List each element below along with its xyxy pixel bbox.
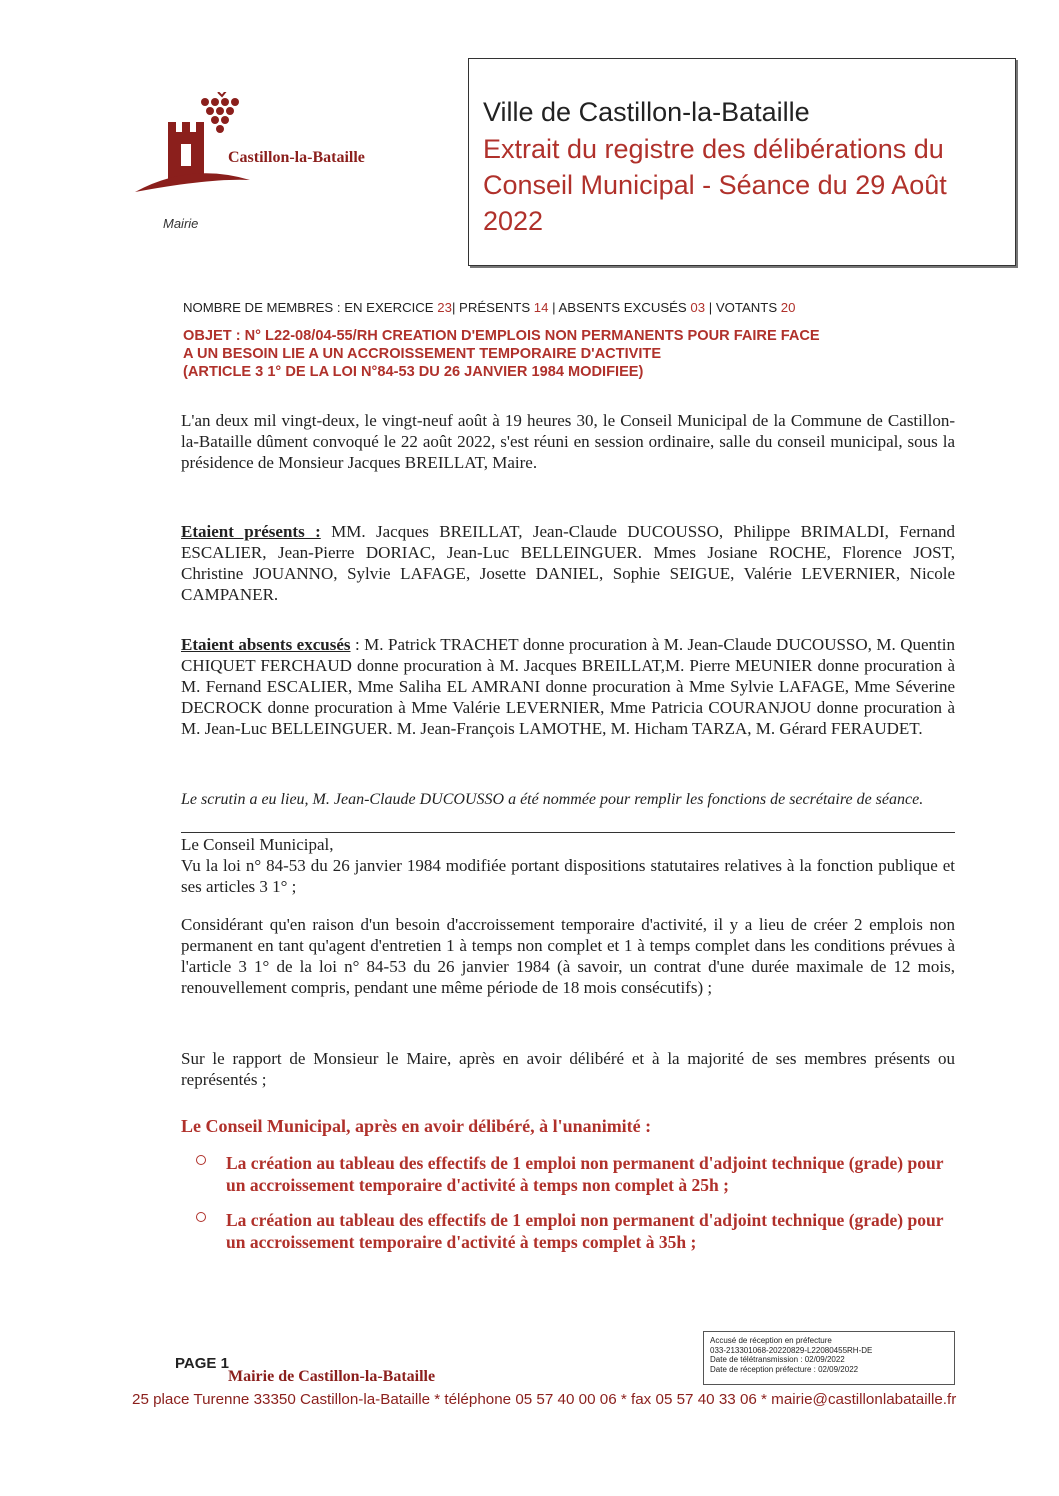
circle-bullet-icon	[196, 1155, 206, 1165]
objet-line-3: (ARTICLE 3 1° DE LA LOI N°84-53 DU 26 JANVIER 1984 MODIFIEE)	[183, 364, 644, 380]
scrutin-paragraph: Le scrutin a eu lieu, M. Jean-Claude DUCOUSSO a été nommée pour remplir les fonctions de secrétaire de séance.	[181, 791, 924, 808]
circle-bullet-icon	[196, 1212, 206, 1222]
decision-heading: Le Conseil Municipal, après en avoir délibéré, à l'unanimité :	[181, 1116, 652, 1136]
stamp-line-1: Accusé de réception en préfecture	[710, 1336, 832, 1345]
title-line-2: Conseil Municipal - Séance du 29 Août	[483, 170, 947, 200]
absents-paragraph	[181, 634, 955, 739]
intro-paragraph: L'an deux mil vingt-deux, le vingt-neuf août à 19 heures 30, le Conseil Municipal de la Commune de Castillon-la-Bataille dûment convoqué le 22 août 2022, s'est réuni en session ordinaire, salle du conseil municipal, sous la présidence de Monsieur Jacques BREILLAT, Maire.	[181, 411, 955, 472]
members-count	[183, 300, 973, 315]
presents-paragraph	[181, 521, 955, 605]
votants-count: 20	[780, 300, 796, 315]
vu-paragraph: Vu la loi n° 84-53 du 26 janvier 1984 modifiée portant dispositions statutaires relatives à la fonction publique et ses articles 3 1° ;	[181, 856, 955, 896]
meta-prefix: NOMBRE DE MEMBRES : EN EXERCICE	[183, 300, 438, 315]
stamp-line-3: Date de télétransmission : 02/09/2022	[710, 1355, 845, 1364]
presents-list-label: Etaient présents :	[181, 522, 321, 541]
absents-list-label: Etaient absents excusés	[181, 635, 351, 654]
absents-list: : M. Patrick TRACHET donne procuration à M. Jean-Claude DUCOUSSO, M. Quentin CHIQUET FERCHAUD donne procuration à M. Jacques BREILLAT,M. Pierre MEUNIER donne procuration à M. Fernand ESCALIER, Mme Saliha EL AMRANI donne procuration à Mme Sylvie LAFAGE, Mme Séverine DECROCK donne procuration à Mme Valérie LEVERNIER, Mme Patricia COURANJOU donne procuration à M. Jean-Luc BELLEINGUER. M. Jean-François LAMOTHE, M. Hicham TARZA, M. Gérard FERAUDET.	[181, 635, 955, 738]
logo	[130, 92, 430, 242]
en-exercice-count: 23	[437, 300, 452, 315]
decision-item-text: La création au tableau des effectifs de 1 emploi non permanent d'adjoint technique (grade) pour un accroissement temporaire d'activité à temps non complet à 25h ;	[226, 1153, 944, 1195]
header-box	[468, 58, 1016, 266]
decision-item	[196, 1152, 956, 1196]
stamp-line-4: Date de réception préfecture : 02/09/2022	[710, 1364, 859, 1374]
title-line-1: Extrait du registre des délibérations du	[483, 134, 944, 164]
decision-item	[196, 1209, 956, 1253]
absents-count: 03	[690, 300, 706, 315]
separator	[181, 832, 955, 833]
conseil-heading: Le Conseil Municipal,	[181, 835, 334, 854]
title-line-3: 2022	[483, 206, 544, 236]
stamp-line-2: 033-213301068-20220829-L22080455RH-DE	[710, 1345, 873, 1355]
objet	[183, 327, 973, 381]
city-name: Ville de Castillon-la-Bataille	[483, 97, 810, 127]
footer-mairie: Mairie de Castillon-la-Bataille	[228, 1368, 436, 1385]
objet-line-1: OBJET : N° L22-08/04-55/RH CREATION D'EMPLOIS NON PERMANENTS POUR FAIRE FACE	[183, 328, 820, 344]
presents-list: MM. Jacques BREILLAT, Jean-Claude DUCOUSSO, Philippe BRIMALDI, Fernand ESCALIER, Jean-Pierre DORIAC, Jean-Luc BELLEINGUER. Mmes Josiane ROCHE, Florence JOST, Christine JOUANNO, Sylvie LAFAGE, Josette DANIEL, Sophie SEIGUE, Valérie LEVERNIER, Nicole CAMPANER.	[181, 522, 955, 604]
page-number: PAGE 1	[175, 1355, 229, 1372]
prefecture-receipt-stamp	[703, 1331, 955, 1385]
footer-address: 25 place Turenne 33350 Castillon-la-Bataille * téléphone 05 57 40 00 06 * fax 05 57 40 33 06 * mairie@castillonlabataille.fr	[132, 1391, 957, 1408]
considerant-paragraph: Considérant qu'en raison d'un besoin d'accroissement temporaire d'activité, il y a lieu de créer 2 emplois non permanent en tant qu'agent d'entretien 1 à temps non complet et 1 à temps complet dans les conditions prévues à l'article 3 1° de la loi n° 84-53 du 26 janvier 1984 (à savoir, un contrat d'une durée maximale de 12 mois, renouvellement compris, pendant une même période de 18 mois consécutifs) ;	[181, 915, 955, 997]
logo-subtitle: Mairie	[163, 216, 199, 231]
rapport-paragraph: Sur le rapport de Monsieur le Maire, après en avoir délibéré et à la majorité de ses membres présents ou représentés ;	[181, 1049, 955, 1089]
objet-line-2: A UN BESOIN LIE A UN ACCROISSEMENT TEMPORAIRE D'ACTIVITE	[183, 346, 662, 362]
presents-count: 14	[533, 300, 549, 315]
votants-label: | VOTANTS	[705, 300, 781, 315]
presents-label: | PRÉSENTS	[451, 300, 534, 315]
absents-label: | ABSENTS EXCUSÉS	[548, 300, 691, 315]
logo-name: Castillon-la-Bataille	[228, 149, 365, 166]
decision-item-text: La création au tableau des effectifs de 1 emploi non permanent d'adjoint technique (grade) pour un accroissement temporaire d'activité à temps complet à 35h ;	[226, 1210, 944, 1252]
